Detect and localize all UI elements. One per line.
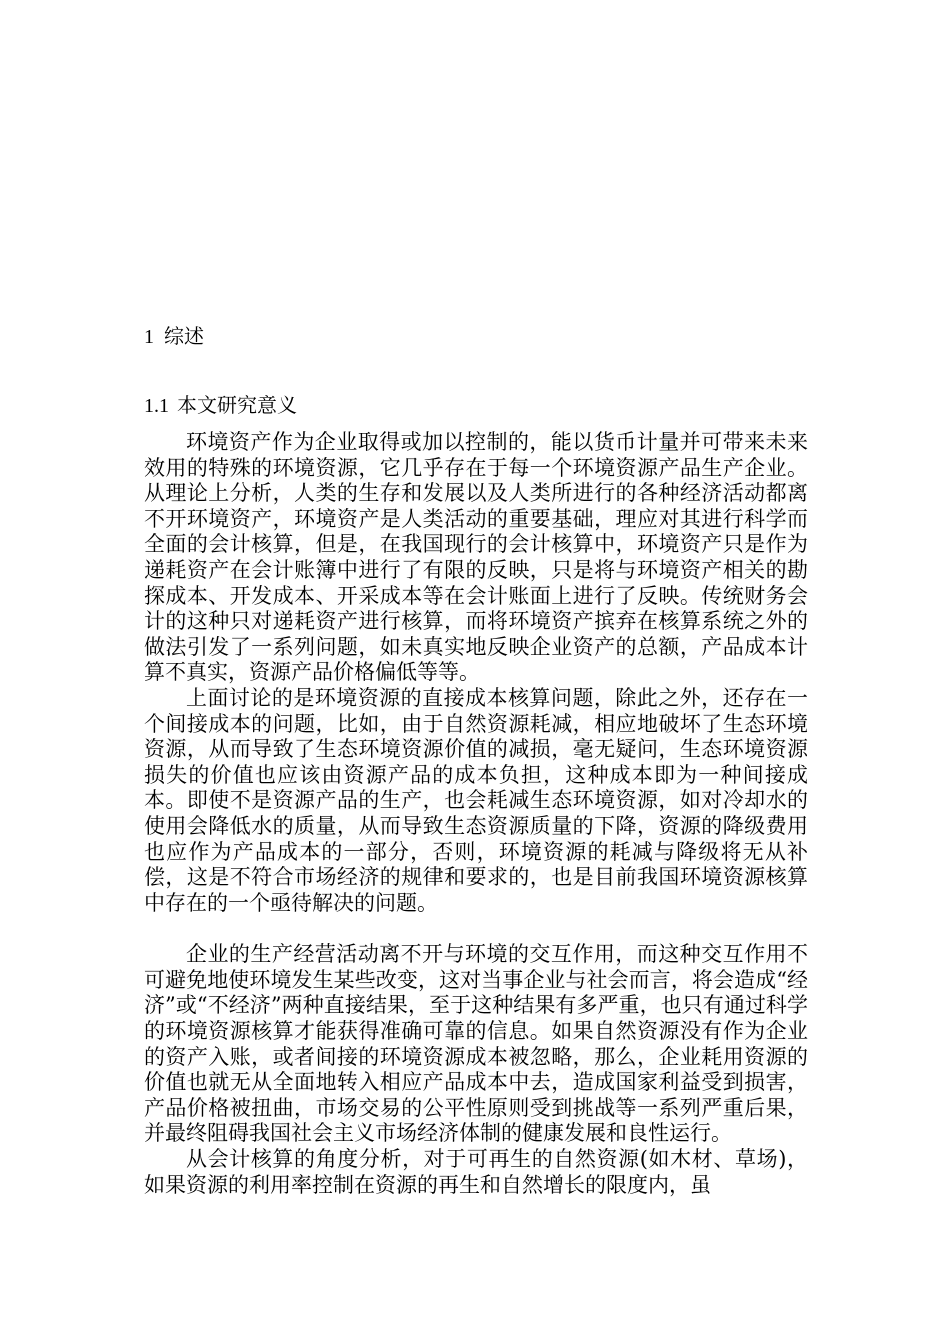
document-body [144,320,808,1198]
subsection-title: 本文研究意义 [177,393,297,417]
paragraph-environmental-assets: 环境资产作为企业取得或加以控制的，能以货币计量并可带来未来效用的特殊的环境资源，它几乎存在于每一个环境资源产品生产企业。从理论上分析，人类的生存和发展以及人类所进行的各种经济活动都离不开环境资产，环境资产是人类活动的重要基础，理应对其进行科学而全面的会计核算，但是，在我国现行的会计核算中，环境资产只是作为递耗资产在会计账簿中进行了有限的反映，只是将与环境资产相关的勘探成本、开发成本、开采成本等在会计账面上进行了反映。传统财务会计的这种只对递耗资产进行核算，而将环境资产摈弃在核算系统之外的做法引发了一系列问题，如未真实地反映企业资产的总额，产品成本计算不真实，资源产品价格偏低等等。 [144,430,808,685]
paragraph-enterprise-interaction: 企业的生产经营活动离不开与环境的交互作用，而这种交互作用不可避免地使环境发生某些改变，这对当事企业与社会而言，将会造成“经济”或“不经济”两种直接结果，至于这种结果有多严重，也只有通过科学的环境资源核算才能获得准确可靠的信息。如果自然资源没有作为企业的资产入账，或者间接的环境资源成本被忽略，那么，企业耗用资源的价值也就无从全面地转入相应产品成本中去，造成国家利益受到损害，产品价格被扭曲，市场交易的公平性原则受到挑战等一系列严重后果，并最终阻碍我国社会主义市场经济体制的健康发展和良性运行。 [144,942,808,1146]
section-number: 1 [144,326,154,348]
paragraph-indirect-cost: 上面讨论的是环境资源的直接成本核算问题，除此之外，还存在一个间接成本的问题，比如，由于自然资源耗减，相应地破坏了生态环境资源，从而导致了生态环境资源价值的减损，毫无疑问，生态环境资源损失的价值也应该由资源产品的成本负担，这种成本即为一种间接成本。即使不是资源产品的生产，也会耗减生态环境资源，如对冷却水的使用会降低水的质量，从而导致生态资源质量的下降，资源的降级费用也应作为产品成本的一部分，否则，环境资源的耗减与降级将无从补偿，这是不符合市场经济的规律和要求的，也是目前我国环境资源核算中存在的一个亟待解决的问题。 [144,685,808,915]
subsection-heading [144,389,808,422]
section-heading [144,320,808,353]
paragraph-accounting-perspective: 从会计核算的角度分析，对于可再生的自然资源(如木材、草场)，如果资源的利用率控制在资源的再生和自然增长的限度内，虽 [144,1147,808,1197]
section-title: 综述 [164,324,204,348]
subsection-number: 1.1 [144,395,169,417]
